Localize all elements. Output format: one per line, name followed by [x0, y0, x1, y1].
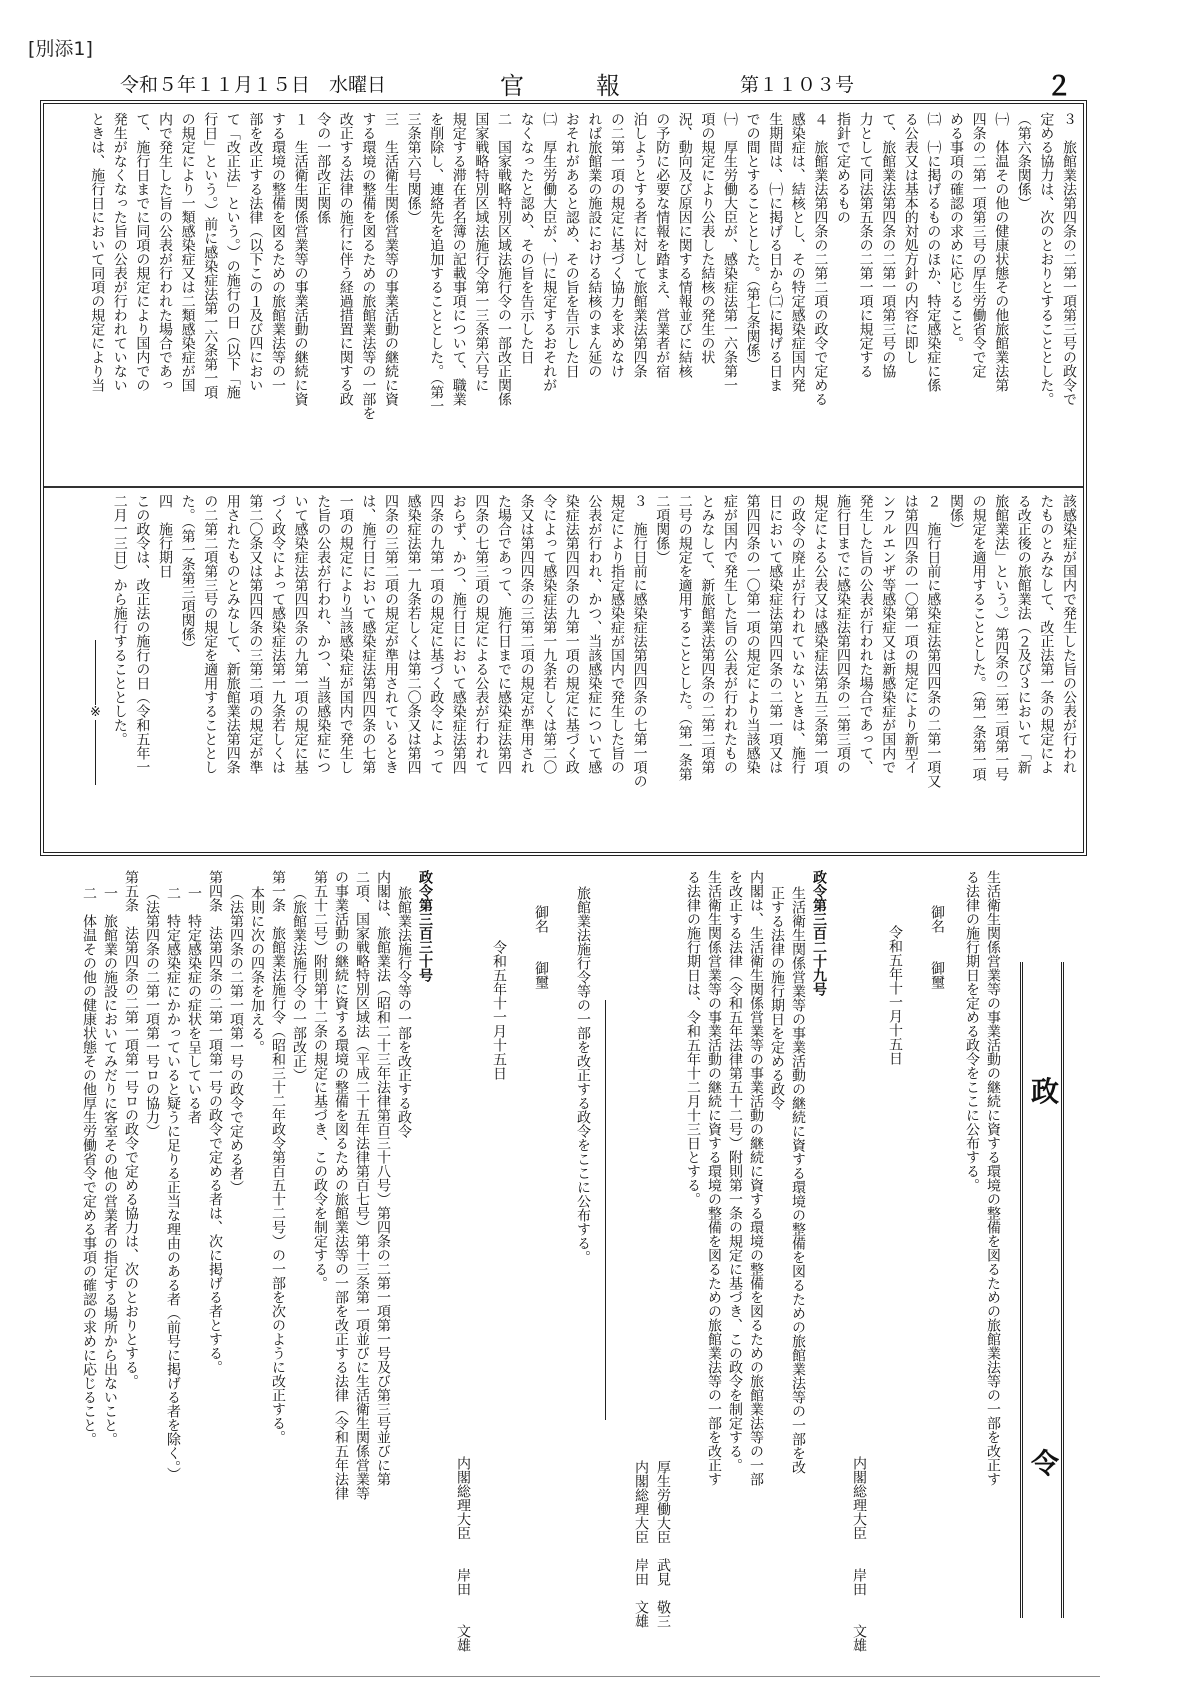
article-5-item-2: 二 体温その他の健康状態その他厚生労働省令で定める事項の確認の求めに応じること。 [81, 886, 97, 1446]
gazette-issue-number: 第１１０３号 [740, 74, 855, 96]
order-body-330a: 内閣は、旅館業法（昭和二十三年法律第百三十八号）第四条の二第一項第一号及び第三号並びに第 [375, 870, 391, 1486]
order-title-329b: 正する法律の施行期日を定める政令 [769, 886, 785, 1110]
text-column: 令の一部改正関係 [315, 112, 332, 224]
frame-divider [44, 486, 1083, 488]
text-column: 行日」という。）前に感染症法第一六条第一項 [202, 112, 219, 399]
text-column: た場合であって、施行日までに感染症法第四 [496, 494, 512, 774]
text-column: 二号の規定を適用することとした。（第一条第 [676, 494, 693, 781]
text-column: 規定による公表又は感染症法第五三条第一項 [812, 494, 829, 774]
text-column: この政令は、改正法の施行の日（令和五年一 [134, 494, 151, 774]
text-column: て、施行日までに同項の規定により国内での [134, 112, 151, 392]
imperial-seal-2: 御名 御璽 [533, 905, 549, 989]
text-column: ３ 施行日前に感染症法第四四条の七第一項の [631, 494, 648, 788]
article-1-text: 第一条 旅館業法施行令（昭和三十二年政令第百五十二号）の一部を次のように改正する。 [270, 870, 286, 1444]
text-column: 指針で定めるもの [835, 112, 851, 224]
text-column: て、旅館業法第四条の二第一項第三号の協 [880, 112, 897, 378]
text-column: する環境の整備を図るための旅館業法等の一 [270, 112, 286, 392]
order-body-329d: る法律の施行期日は、令和五年十二月十三日とする。 [685, 870, 701, 1206]
text-column: の規定により一類感染症又は二類感染症が国 [179, 112, 196, 392]
end-separator-mark: ―――――※――――― [88, 640, 103, 785]
order-body-330b: 二項、国家戦略特別区域法（平成二十五年法律第百七号）第十三条第一項並びに生活衛生関係営業等 [354, 870, 370, 1500]
promulgation-text-2: 旅館業法施行令等の一部を改正する政令をここに公布する。 [575, 886, 591, 1264]
order-separator-rule [605, 1000, 606, 1420]
text-column: 三条第六号関係） [405, 112, 422, 224]
text-column: 用されたものとみなして、新旅館業法第四条 [224, 494, 241, 774]
text-column: 定める協力は、次のとおりとすることとした。 [1038, 112, 1055, 406]
text-column: １ 生活衛生関係営業等の事業活動の継続に資 [292, 112, 309, 406]
text-column: いて感染症法第四四条の九第一項の規定に基 [292, 494, 309, 774]
text-column: は第四四条の一〇第一項の規定により新型イ [902, 494, 919, 774]
article-1-addition: 本則に次の四条を加える。 [249, 886, 265, 1054]
text-column: る改正後の旅館業法（２及び３において「新 [1015, 494, 1032, 774]
text-column: 生期間は、㈠に掲げる日から㈡に掲げる日ま [767, 112, 784, 392]
article-5-item-1: 一 旅館業の施設においてみだりに客室その他の営業者の指定する場所から出ないこと。 [102, 886, 118, 1446]
promulgation-text-1a: 生活衛生関係営業等の事業活動の継続に資する環境の整備を図るための旅館業法等の一部を改正す [985, 870, 1001, 1486]
text-column: 第二〇条又は第四四条の三第二項の規定が準 [247, 494, 264, 774]
text-column: （第六条関係） [1015, 112, 1032, 210]
text-column: 日において感染症法第四四条の二第一項又は [767, 494, 784, 774]
text-column: 関係） [948, 494, 964, 536]
text-column: 四 施行期日 [157, 494, 173, 578]
text-column: て「改正法」という。）の施行の日（以下「施 [224, 112, 241, 399]
text-column: なくなったと認め、その旨を告示した日 [518, 112, 535, 364]
text-column: 該感染症が国内で発生した旨の公表が行われ [1061, 494, 1077, 774]
text-column: 旅館業法」という。）第四条の二第二項第一号 [993, 494, 1010, 781]
text-column: 二月一三日）から施行することとした。 [111, 494, 128, 746]
text-column: 感染症法第一九条若しくは第二〇条又は第四 [405, 494, 422, 774]
text-column: 四条の九第一項の規定に基づく政令によって [428, 494, 445, 774]
text-column: を削除し、連絡先を追加することとした。（第一 [428, 112, 445, 413]
text-column: 二項関係） [654, 494, 671, 564]
gazette-header [30, 66, 1105, 102]
minister-signature-pm: 内閣総理大臣 岸田 文雄 [633, 1460, 649, 1628]
text-column: 一項の規定により当該感染症が国内で発生し [337, 494, 354, 774]
prime-minister-signature-1: 内閣総理大臣 岸田 文雄 [851, 1456, 867, 1652]
text-column: とみなして、新旅館業法第四条の二第二項第 [699, 494, 716, 774]
text-column: の規定を適用することとした。（第一条第一項 [970, 494, 987, 781]
text-column: での間とすることとした。（第七条関係） [744, 112, 761, 371]
text-column: 四条の二第一項第三号の厚生労働省令で定 [970, 112, 987, 378]
text-column: 泊しようとする者に対して旅館業法第四条 [631, 112, 648, 378]
text-column: ㈡ 厚生労働大臣が、㈠に規定するおそれが [541, 112, 558, 392]
text-column: たものとみなして、改正法第一条の規定によ [1038, 494, 1055, 774]
text-column: 項の規定により公表した結核の発生の状 [699, 112, 716, 364]
text-column: おそれがあると認め、その旨を告示した日 [563, 112, 580, 378]
minister-signature-health: 厚生労働大臣 武見 敬三 [655, 1460, 671, 1628]
text-column: ㈡ ㈠に掲げるもののほか、特定感染症に係 [925, 112, 942, 392]
article-4-text: 第四条 法第四条の二第一項第一号の政令で定める者は、次に掲げる者とする。 [207, 870, 223, 1374]
text-column: ３ 旅館業法第四条の二第一項第三号の政令で [1061, 112, 1077, 406]
text-column: 条又は第四四条の三第二項の規定が準用され [518, 494, 535, 774]
text-column: ４ 旅館業法第四条の二第二項の政令で定める [812, 112, 829, 406]
text-column: 規定する滞在者名簿の記載事項について、職業 [450, 112, 467, 406]
text-column: おらず、かつ、施行日において感染症法第四 [450, 494, 467, 774]
order-title-330: 旅館業法施行令等の一部を改正する政令 [396, 886, 412, 1138]
text-column: 二 国家戦略特別区域法施行令の一部改正関係 [496, 112, 512, 406]
text-column: ㈠ 体温その他の健康状態その他旅館業法第 [993, 112, 1010, 392]
text-column: 第四四条の一〇第一項の規定により当該感染 [744, 494, 761, 774]
promulgation-date-2: 令和五年十一月十五日 [491, 940, 507, 1080]
text-column: た旨の公表が行われ、かつ、当該感染症につ [315, 494, 332, 774]
text-column: 四条の七第三項の規定による公表が行われて [473, 494, 490, 774]
text-column: 四条の三第二項の規定が準用されているとき [383, 494, 399, 774]
text-column: れば旅館業の施設における結核のまん延の [586, 112, 603, 378]
text-column: 改正する法律の施行に伴う経過措置に関する政 [337, 112, 354, 406]
section-heading-char-2: 令 [1031, 1447, 1060, 1480]
text-column: 発生した旨の公表が行われた場合であって、 [857, 494, 874, 774]
gazette-date: 令和５年１１月１５日 水曜日 [120, 74, 387, 96]
article-4-caption: （法第四条の二第一項第一号の政令で定める者） [228, 886, 244, 1194]
order-body-330c: の事業活動の継続に資する環境の整備を図るための旅館業法等の一部を改正する法律（令和五年法律 [333, 870, 349, 1500]
text-column: 施行日までに感染症法第四四条の二第三項の [835, 494, 851, 774]
text-column: 部を改正する法律（以下この１及び四におい [247, 112, 264, 392]
text-column: 発生がなくなった旨の公表が行われていない [111, 112, 128, 392]
text-column: 公表が行われ、かつ、当該感染症について感 [586, 494, 603, 774]
gazette-title: 官報 [500, 72, 692, 100]
text-column: の二第二項第三号の規定を適用することとし [202, 494, 219, 774]
text-column: する環境の整備を図るための旅館業法等の一部を [360, 112, 377, 420]
text-column: ンフルエンザ等感染症又は新感染症が国内で [880, 494, 897, 774]
order-number-329: 政令第三百二十九号 [811, 870, 827, 996]
section-heading-char-1: 政 [1031, 1075, 1060, 1108]
text-column: づく政令によって感染症法第一九条若しくは [270, 494, 286, 774]
prime-minister-signature-2: 内閣総理大臣 岸田 文雄 [455, 1456, 471, 1652]
text-column: る公表又は基本的対処方針の内容に即し [902, 112, 919, 364]
text-column: 規定により指定感染症が国内で発生した旨の [609, 494, 625, 774]
text-column: ときは、施行日において同項の規定により当 [89, 112, 106, 392]
order-number-330: 政令第三百三十号 [417, 870, 433, 982]
page-number: ２ [1046, 72, 1073, 102]
article-5-text: 第五条 法第四条の二第一項第一号ロの政令で定める協力は、次のとおりとする。 [123, 870, 139, 1388]
section-heading-seirei [1020, 962, 1064, 1618]
text-column: 三 生活衛生関係営業等の事業活動の継続に資 [383, 112, 399, 406]
article-caption-1: （旅館業法施行令の一部改正） [291, 886, 307, 1082]
order-body-329c: 生活衛生関係営業等の事業活動の継続に資する環境の整備を図るための旅館業法等の一部を改正す [706, 870, 722, 1486]
article-4-item-1: 一 特定感染症の症状を呈している者 [186, 886, 202, 1124]
footer-rule [30, 1676, 1100, 1677]
text-column: める事項の確認の求めに応じること。 [948, 112, 964, 350]
text-column: の予防に必要な情報を踏まえ、営業者が宿 [654, 112, 671, 378]
text-column: 況、動向及び原因に関する情報並びに結核 [676, 112, 693, 378]
article-5-caption: （法第四条の二第一項第一号ロの協力） [144, 886, 160, 1138]
promulgation-text-1b: る法律の施行期日を定める政令をここに公布する。 [964, 870, 980, 1192]
text-column: ２ 施行日前に感染症法第四四条の二第一項又 [925, 494, 942, 788]
text-column: た。（第一条第三項関係） [179, 494, 196, 655]
text-column: 感染症は、結核とし、その特定感染症国内発 [789, 112, 806, 392]
text-column: 内で発生した旨の公表が行われた場合であっ [157, 112, 173, 392]
order-body-330d: 第五十二号）附則第十二条の規定に基づき、この政令を制定する。 [312, 870, 328, 1290]
order-body-329a: 内閣は、生活衛生関係営業等の事業活動の継続に資する環境の整備を図るための旅館業法等の一部 [748, 870, 764, 1486]
order-body-329b: を改正する法律（令和五年法律第五十二号）附則第一条の規定に基づき、この政令を制定する。 [727, 870, 743, 1472]
text-column: 症が国内で発生した旨の公表が行われたもの [722, 494, 738, 774]
imperial-seal-1: 御名 御璽 [929, 905, 945, 989]
text-column: の二第一項の規定に基づく協力を求めなけ [609, 112, 625, 378]
text-column: ㈠ 厚生労働大臣が、感染症法第一六条第一 [722, 112, 738, 392]
article-4-item-2: 二 特定感染症にかかっていると疑うに足りる正当な理由のある者（前号に掲げる者を除く。） [165, 886, 181, 1481]
text-column: 国家戦略特別区域法施行令第一三条第六号に [473, 112, 490, 392]
text-column: 力として同法第五条の二第一項に規定する [857, 112, 874, 378]
text-column: は、施行日において感染症法第四四条の七第 [360, 494, 377, 774]
attachment-label: [別添1] [28, 38, 93, 60]
order-title-329a: 生活衛生関係営業等の事業活動の継続に資する環境の整備を図るための旅館業法等の一部を改 [790, 886, 806, 1474]
promulgation-date-1: 令和五年十一月十五日 [887, 925, 903, 1065]
text-column: 染症法第四四条の九第一項の規定に基づく政 [563, 494, 580, 774]
text-column: 令によって感染症法第一九条若しくは第二〇 [541, 494, 558, 774]
text-column: の政令の廃止が行われていないときは、施行 [789, 494, 806, 774]
